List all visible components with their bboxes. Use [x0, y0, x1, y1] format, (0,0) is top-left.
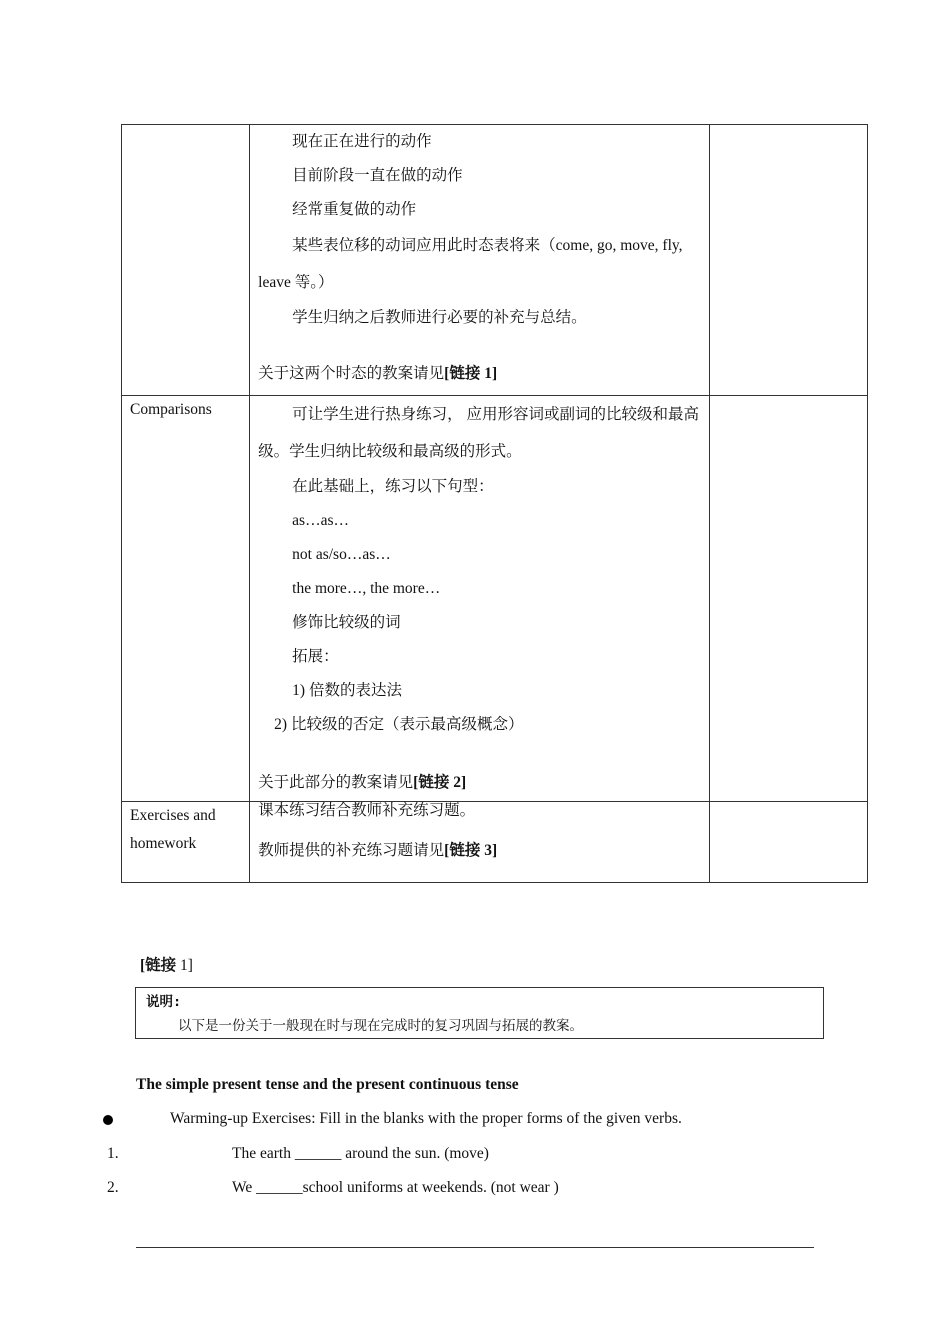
content-line: 目前阶段一直在做的动作: [292, 167, 463, 184]
content-line: 2) 比较级的否定（表示最高级概念）: [274, 716, 524, 733]
reference-line: 教师提供的补充练习题请见[链接 3]: [258, 842, 498, 859]
link-2-ref[interactable]: [链接 2]: [413, 774, 467, 791]
note-box: [135, 987, 824, 1039]
content-line: 某些表位移的动词应用此时态表将来（come, go, move, fly, leave 等。）: [258, 237, 683, 291]
section-title: The simple present tense and the present continuous tense: [136, 1076, 519, 1093]
bullet-text: Warming-up Exercises: Fill in the blanks with the proper forms of the given verbs.: [170, 1110, 682, 1127]
row-label-cell: Exercises and homework: [122, 802, 250, 883]
content-line: 拓展：: [292, 648, 339, 665]
note-body: 以下是一份关于一般现在时与现在完成时的复习巩固与拓展的教案。: [178, 1018, 583, 1034]
list-item: We ______school uniforms at weekends. (not wear ): [232, 1179, 559, 1196]
row-label-cell: Comparisons: [122, 396, 250, 802]
list-item-number: 1.: [107, 1145, 119, 1162]
bullet-icon: [103, 1115, 113, 1125]
content-line: not as/so…as…: [292, 546, 391, 563]
content-line: 在此基础上，练习以下句型：: [292, 478, 494, 495]
row-label-cell: [122, 125, 250, 396]
empty-cell: [709, 802, 867, 883]
content-line: as…as…: [292, 512, 349, 529]
table-row: [122, 125, 868, 396]
link-1-heading: [链接 1]: [140, 957, 193, 974]
empty-cell: [709, 125, 867, 396]
list-item-number: 2.: [107, 1179, 119, 1196]
reference-line: 关于这两个时态的教案请见[链接 1]: [258, 365, 498, 382]
table-row: [122, 396, 868, 802]
reference-line: 关于此部分的教案请见[链接 2]: [258, 774, 467, 791]
content-line: 经常重复做的动作: [292, 201, 417, 218]
content-line: 现在正在进行的动作: [292, 133, 432, 150]
content-line: the more…, the more…: [292, 580, 441, 597]
table-row: [122, 802, 868, 883]
content-line: 课本练习结合教师补充练习题。: [258, 802, 476, 819]
footer-divider: [136, 1247, 814, 1248]
row-content-cell: [250, 125, 710, 396]
empty-cell: [709, 396, 867, 802]
content-line: 1) 倍数的表达法: [292, 682, 402, 699]
link-1-ref[interactable]: [链接 1]: [444, 365, 498, 382]
row-content-cell: [250, 802, 710, 883]
content-line: 可让学生进行热身练习， 应用形容词或副词的比较级和最高级。学生归纳比较级和最高级的形式。: [258, 406, 700, 460]
content-line: 修饰比较级的词: [292, 614, 401, 631]
row-content-cell: [250, 396, 710, 802]
content-line: 学生归纳之后教师进行必要的补充与总结。: [292, 309, 587, 326]
note-title: 说明:: [146, 994, 182, 1010]
lesson-plan-table: [121, 124, 868, 883]
link-3-ref[interactable]: [链接 3]: [444, 842, 498, 859]
list-item: The earth ______ around the sun. (move): [232, 1145, 489, 1162]
